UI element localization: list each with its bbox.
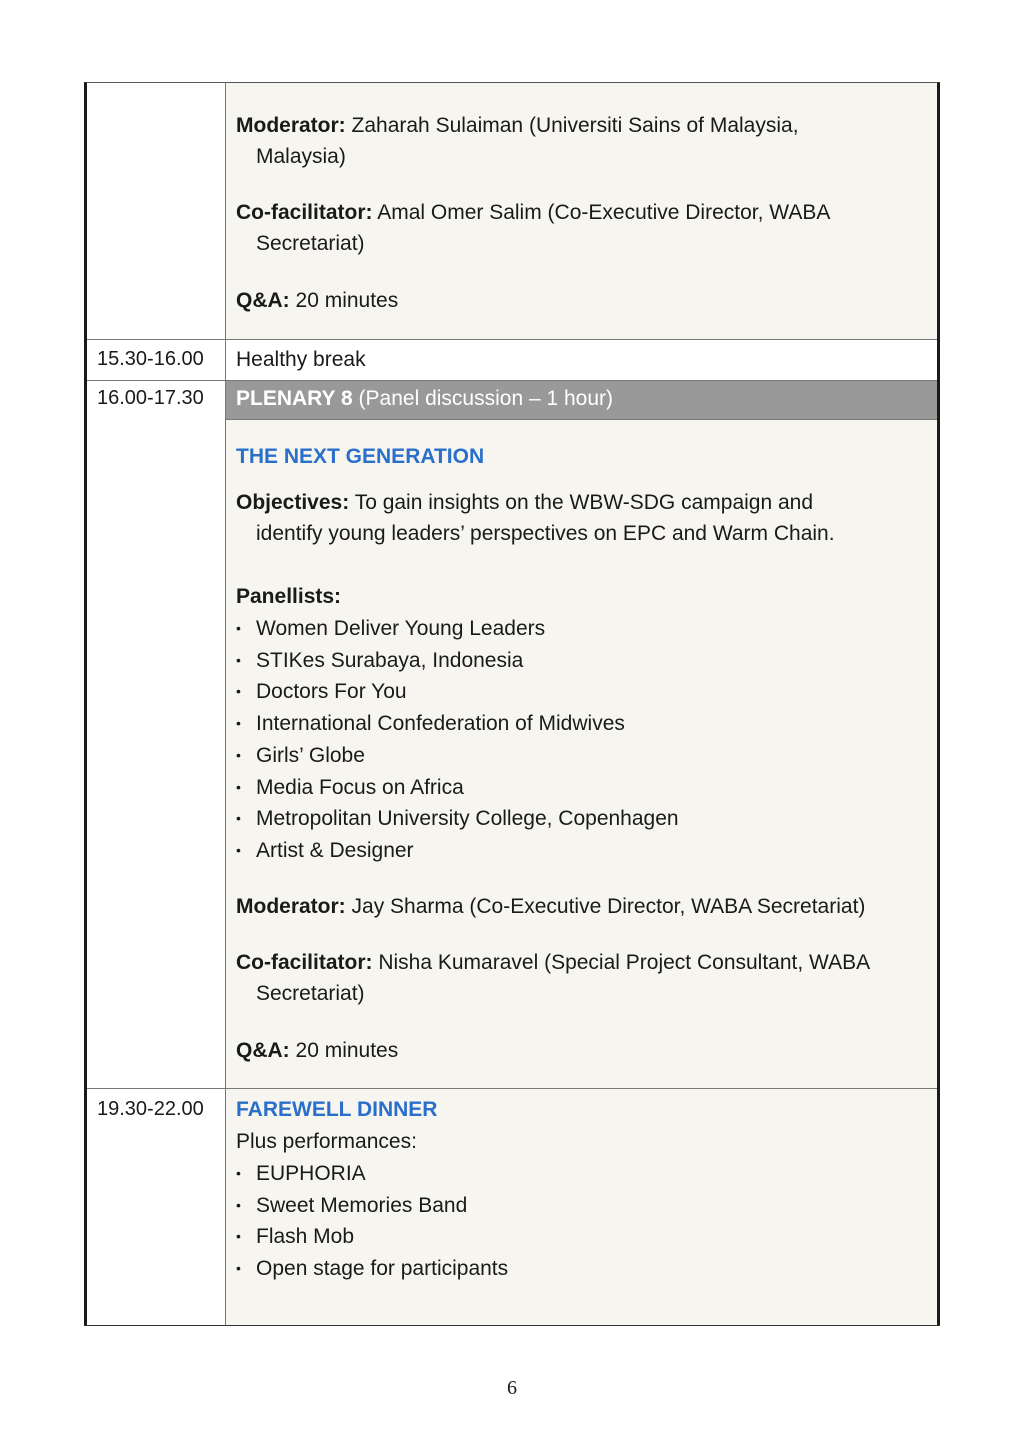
table-row (87, 1089, 937, 1325)
cofacilitator-value: Nisha Kumaravel (Special Project Consultant, WABA (378, 951, 871, 974)
moderator-block (236, 110, 921, 172)
list-item: • STIKes Surabaya, Indonesia (236, 645, 679, 677)
break-label: Healthy break (236, 348, 366, 371)
bullet-icon: • (236, 1260, 241, 1277)
table-row (87, 340, 937, 381)
table-row (87, 83, 937, 340)
session-cell (226, 1089, 937, 1325)
qa-value: 20 minutes (295, 289, 399, 312)
list-item: • Sweet Memories Band (236, 1190, 508, 1222)
list-item: • Women Deliver Young Leaders (236, 613, 679, 645)
bullet-icon: • (236, 778, 241, 795)
cofacilitator-value: Amal Omer Salim (Co-Executive Director, WABA (377, 201, 831, 224)
bullet-icon: • (236, 746, 241, 763)
qa-value: 20 minutes (295, 1039, 399, 1062)
bullet-icon: • (236, 1196, 241, 1213)
session-cell (226, 340, 937, 380)
list-item: • Doctors For You (236, 676, 679, 708)
cofacilitator-block (236, 947, 921, 1009)
time-cell: 15.30-16.00 (87, 340, 226, 380)
objectives-label: Objectives: (236, 491, 350, 514)
list-item: • Metropolitan University College, Copenhagen (236, 803, 679, 835)
cofacilitator-label: Co-facilitator: (236, 951, 373, 974)
moderator-label: Moderator: (236, 895, 346, 918)
page-number: 6 (507, 1377, 517, 1399)
bullet-icon: • (236, 715, 241, 732)
dinner-subheading: Plus performances: (236, 1130, 417, 1153)
moderator-value: Zaharah Sulaiman (Universiti Sains of Malaysia, (351, 114, 799, 137)
list-item: • Artist & Designer (236, 835, 679, 867)
list-item: • Girls’ Globe (236, 740, 679, 772)
qa-label: Q&A: (236, 289, 290, 312)
moderator-value-cont: Malaysia) (256, 145, 346, 168)
panellists-list (236, 613, 679, 867)
moderator-block (236, 891, 921, 922)
time-cell (87, 83, 226, 339)
list-item: • Flash Mob (236, 1221, 508, 1253)
dinner-heading: FAREWELL DINNER (236, 1098, 438, 1121)
objectives-value-cont: identify young leaders’ perspectives on EPC and Warm Chain. (256, 522, 835, 545)
bullet-icon: • (236, 1165, 241, 1181)
list-item: • Open stage for participants (236, 1253, 508, 1285)
session-cell (226, 83, 937, 339)
cofacilitator-value-cont: Secretariat) (256, 982, 365, 1005)
session-cell (226, 381, 937, 1088)
bullet-icon: • (236, 683, 241, 700)
objectives-value: To gain insights on the WBW-SDG campaign and (354, 491, 814, 514)
objectives-block (236, 487, 921, 549)
bullet-icon: • (236, 651, 241, 668)
cofacilitator-block (236, 197, 921, 259)
bullet-icon: • (236, 841, 241, 858)
bullet-icon: • (236, 810, 241, 827)
cofacilitator-label: Co-facilitator: (236, 201, 373, 224)
bullet-icon: • (236, 620, 241, 636)
plenary-label: PLENARY 8 (236, 387, 353, 410)
panellists-label: Panellists: (236, 585, 342, 608)
moderator-value: Jay Sharma (Co-Executive Director, WABA Secretariat) (351, 895, 866, 918)
plenary-header (226, 381, 937, 420)
time-cell: 16.00-17.30 (87, 381, 226, 1088)
moderator-label: Moderator: (236, 114, 346, 137)
bullet-icon: • (236, 1228, 241, 1245)
time-cell: 19.30-22.00 (87, 1089, 226, 1325)
session-heading: THE NEXT GENERATION (236, 445, 485, 468)
list-item: • Media Focus on Africa (236, 772, 679, 804)
plenary-detail: (Panel discussion – 1 hour) (358, 387, 614, 410)
qa-label: Q&A: (236, 1039, 290, 1062)
qa-block (236, 1035, 921, 1066)
cofacilitator-value-cont: Secretariat) (256, 232, 365, 255)
schedule-table (84, 82, 940, 1326)
table-row (87, 381, 937, 1089)
list-item: • International Confederation of Midwives (236, 708, 679, 740)
list-item: • EUPHORIA (236, 1158, 508, 1190)
qa-block (236, 285, 921, 316)
performances-list (236, 1158, 508, 1285)
